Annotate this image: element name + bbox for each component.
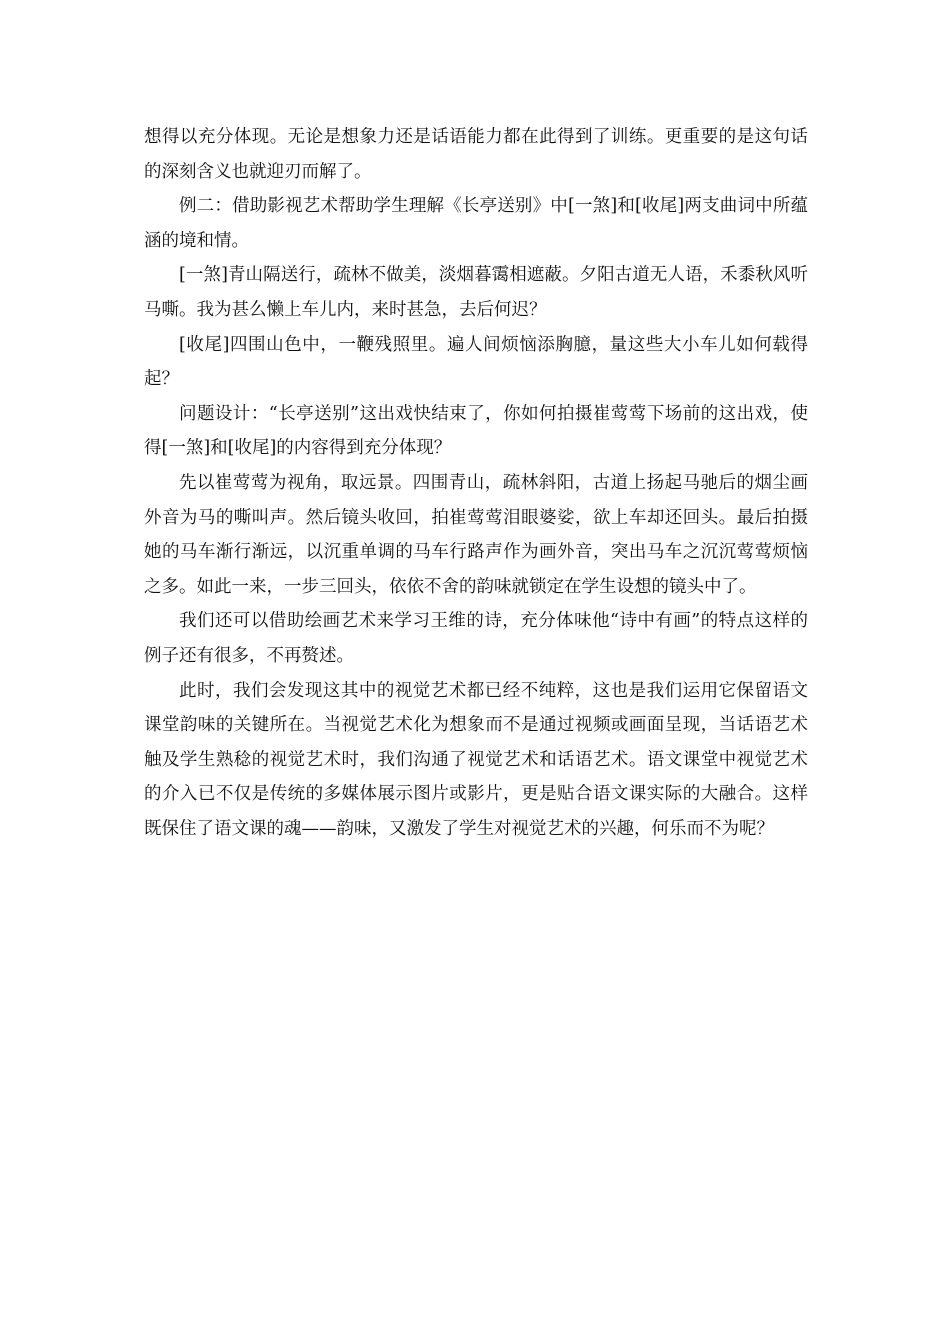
- paragraph-continuation: 想得以充分体现。无论是想象力还是话语能力都在此得到了训练。更重要的是这句话的深刻含义也就迎刃而解了。: [144, 127, 808, 182]
- paragraph-shot-description: 先以崔莺莺为视角，取远景。四围青山，疏林斜阳，古道上扬起马驰后的烟尘画外音为马的嘶叫声。然后镜头收回，拍崔莺莺泪眼婆娑，欲上车却还回头。最后拍摄她的马车渐行渐远，以沉重单调的马车行路声作为画外音，突出马车之沉沉莺莺烦恼之多。如此一来，一步三回头，依依不舍的韵味就锁定在学生设想的镜头中了。: [144, 472, 808, 597]
- paragraph-example-two: 例二：借助影视艺术帮助学生理解《长亭送别》中[一煞]和[收尾]两支曲词中所蕴涵的境和情。: [144, 196, 808, 251]
- document-body: [144, 120, 808, 846]
- paragraph-shouwei-lyrics: [收尾]四围山色中，一鞭残照里。遍人间烦恼添胸臆，量这些大小车儿如何载得起？: [144, 334, 808, 390]
- paragraph-question-design: 问题设计：“长亭送别”这出戏快结束了，你如何拍摄崔莺莺下场前的这出戏，使得[一煞]和[收尾]的内容得到充分体现？: [144, 403, 808, 459]
- paragraph-wangwei: 我们还可以借助绘画艺术来学习王维的诗，充分体味他“诗中有画”的特点这样的例子还有很多，不再赘述。: [144, 611, 808, 666]
- paragraph-yisha-lyrics: [一煞]青山隔送行，疏林不做美，淡烟暮霭相遮蔽。夕阳古道无人语，禾黍秋风听马嘶。我为甚么懒上车儿内，来时甚急，去后何迟？: [144, 265, 808, 320]
- paragraph-conclusion: 此时，我们会发现这其中的视觉艺术都已经不纯粹，这也是我们运用它保留语文课堂韵味的关键所在。当视觉艺术化为想象而不是通过视频或画面呈现，当话语艺术触及学生熟稔的视觉艺术时，我们沟通了视觉艺术和话语艺术。语文课堂中视觉艺术的介入已不仅是传统的多媒体展示图片或影片，更是贴合语文课实际的大融合。这样既保住了语文课的魂——韵味，又激发了学生对视觉艺术的兴趣，何乐而不为呢？: [144, 680, 808, 839]
